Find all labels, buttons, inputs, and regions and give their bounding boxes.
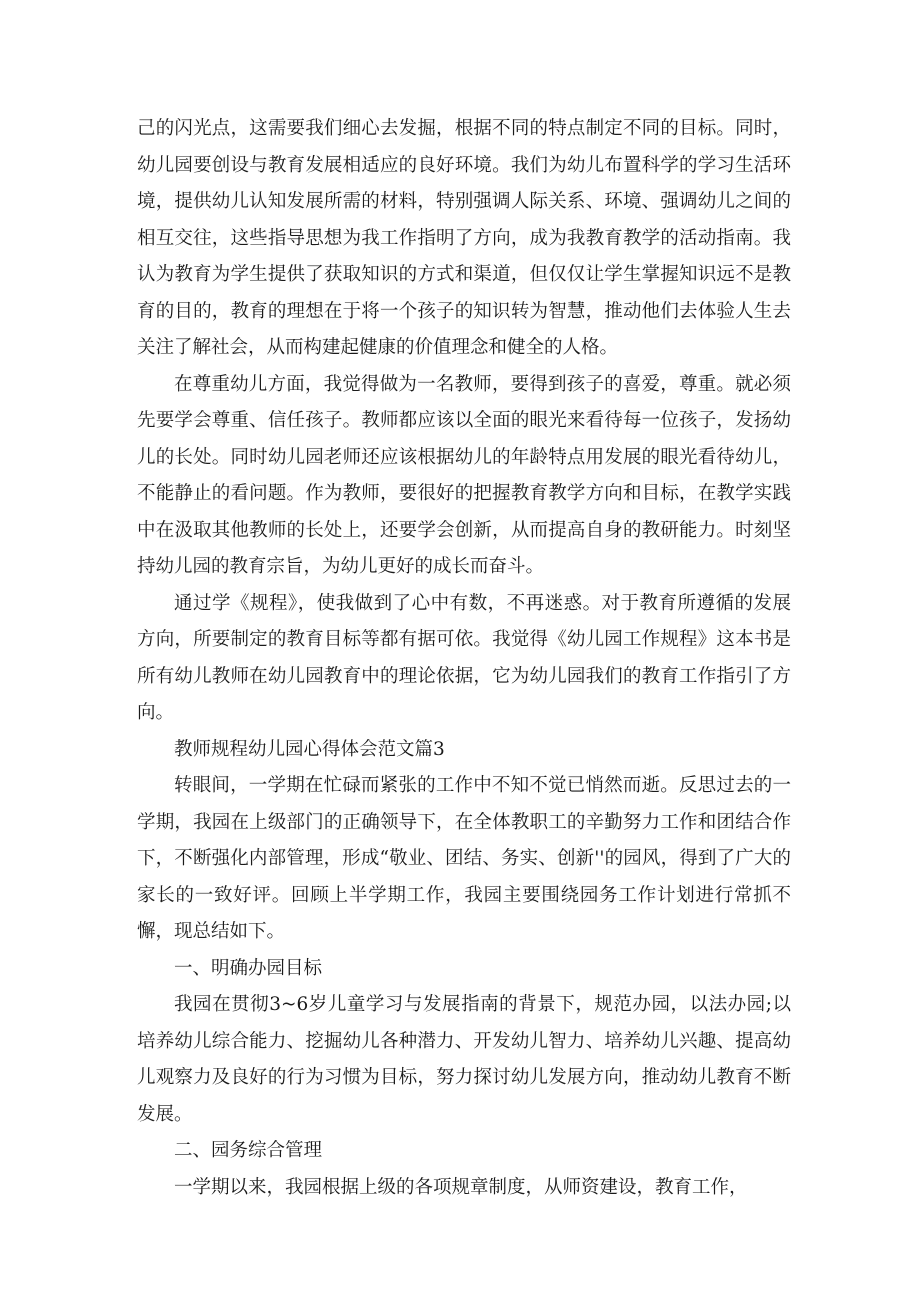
heading-management: 二、园务综合管理 — [174, 1140, 323, 1161]
section-title: 教师规程幼儿园心得体会范文篇3 — [174, 738, 445, 760]
paragraph-respect-children: 在尊重幼儿方面，我觉得做为一名教师，要得到孩子的喜爱，尊重。就必须先要学会尊重、信任孩子。教师都应该以全面的眼光来看待每一位孩子，发扬幼儿的长处。同时幼儿园老师还应该根据幼儿的年龄特点用发展的眼光看待幼儿，不能静止的看问题。作为教师，要很好的把握教育教学方向和目标，在教学实践中在汲取其他教师的长处上，还要学会创新，从而提高自身的教研能力。时刻坚持幼儿园的教育宗旨，为幼儿更好的成长而奋斗。 — [137, 373, 791, 577]
document-body — [137, 111, 791, 1206]
paragraph-continuation: 己的闪光点，这需要我们细心去发掘，根据不同的特点制定不同的目标。同时，幼儿园要创设与教育发展相适应的良好环境。我们为幼儿布置科学的学习生活环境，提供幼儿认知发展所需的材料，特别强调人际关系、环境、强调幼儿之间的相互交往，这些指导思想为我工作指明了方向，成为我教育教学的活动指南。我认为教育为学生提供了获取知识的方式和渠道，但仅仅让学生掌握知识远不是教育的目的，教育的理想在于将一个孩子的知识转为智慧，推动他们去体验人生去关注了解社会，从而构建起健康的价值理念和健全的人格。 — [137, 118, 791, 358]
paragraph-goals: 我园在贯彻3~6岁儿童学习与发展指南的背景下，规范办园，以法办园;以培养幼儿综合能力、挖掘幼儿各种潜力、开发幼儿智力、培养幼儿兴趣、提高幼儿观察力及良好的行为习惯为目标，努力探讨幼儿发展方向，推动幼儿教育不断发展。 — [137, 994, 791, 1125]
heading-goals: 一、明确办园目标 — [174, 957, 323, 979]
paragraph-regulations: 通过学《规程》，使我做到了心中有数，不再迷惑。对于教育所遵循的发展方向，所要制定的教育目标等都有据可依。我觉得《幼儿园工作规程》这本书是所有幼儿教师在幼儿园教育中的理论依据，它为幼儿园我们的教育工作指引了方向。 — [137, 592, 791, 723]
paragraph-semester-review: 转眼间，一学期在忙碌而紧张的工作中不知不觉已悄然而逝。反思过去的一学期，我园在上级部门的正确领导下，在全体教职工的辛勤努力工作和团结合作下，不断强化内部管理，形成“敬业、团结、务实、创新''的园风，得到了广大的家长的一致好评。回顾上半学期工作，我园主要围绕园务工作计划进行常抓不懈，现总结如下。 — [137, 775, 791, 942]
paragraph-management: 一学期以来，我园根据上级的各项规章制度，从师资建设，教育工作， — [174, 1176, 748, 1198]
